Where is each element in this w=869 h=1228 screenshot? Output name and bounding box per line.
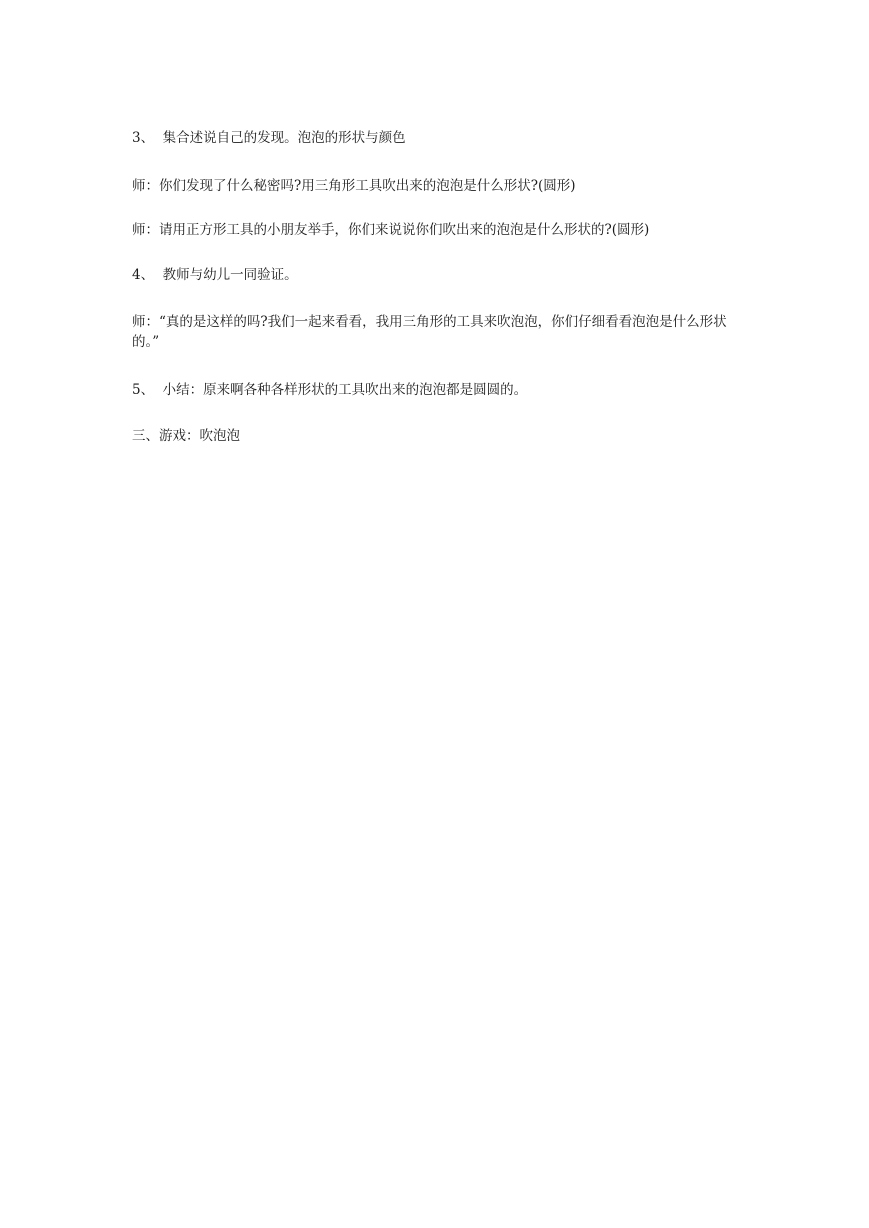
step-5-summary: 5、 小结：原来啊各种各样形状的工具吹出来的泡泡都是圆圆的。 [132, 382, 528, 398]
step-3-paragraph: 3、 集合述说自己的发现。泡泡的形状与颜色 [132, 130, 406, 146]
teacher-verification-quote: 师：“真的是这样的吗?我们一起来看看，我用三角形的工具来吹泡泡，你们仔细看看泡泡是什么形状的。” [132, 314, 727, 350]
step-4-paragraph: 4、 教师与幼儿一同验证。 [132, 267, 298, 283]
teacher-question-triangle: 师：你们发现了什么秘密吗?用三角形工具吹出来的泡泡是什么形状?(圆形) [132, 178, 576, 194]
section-3-game-heading: 三、游戏：吹泡泡 [132, 428, 240, 444]
teacher-question-square: 师：请用正方形工具的小朋友举手，你们来说说你们吹出来的泡泡是什么形状的?(圆形) [132, 222, 650, 238]
